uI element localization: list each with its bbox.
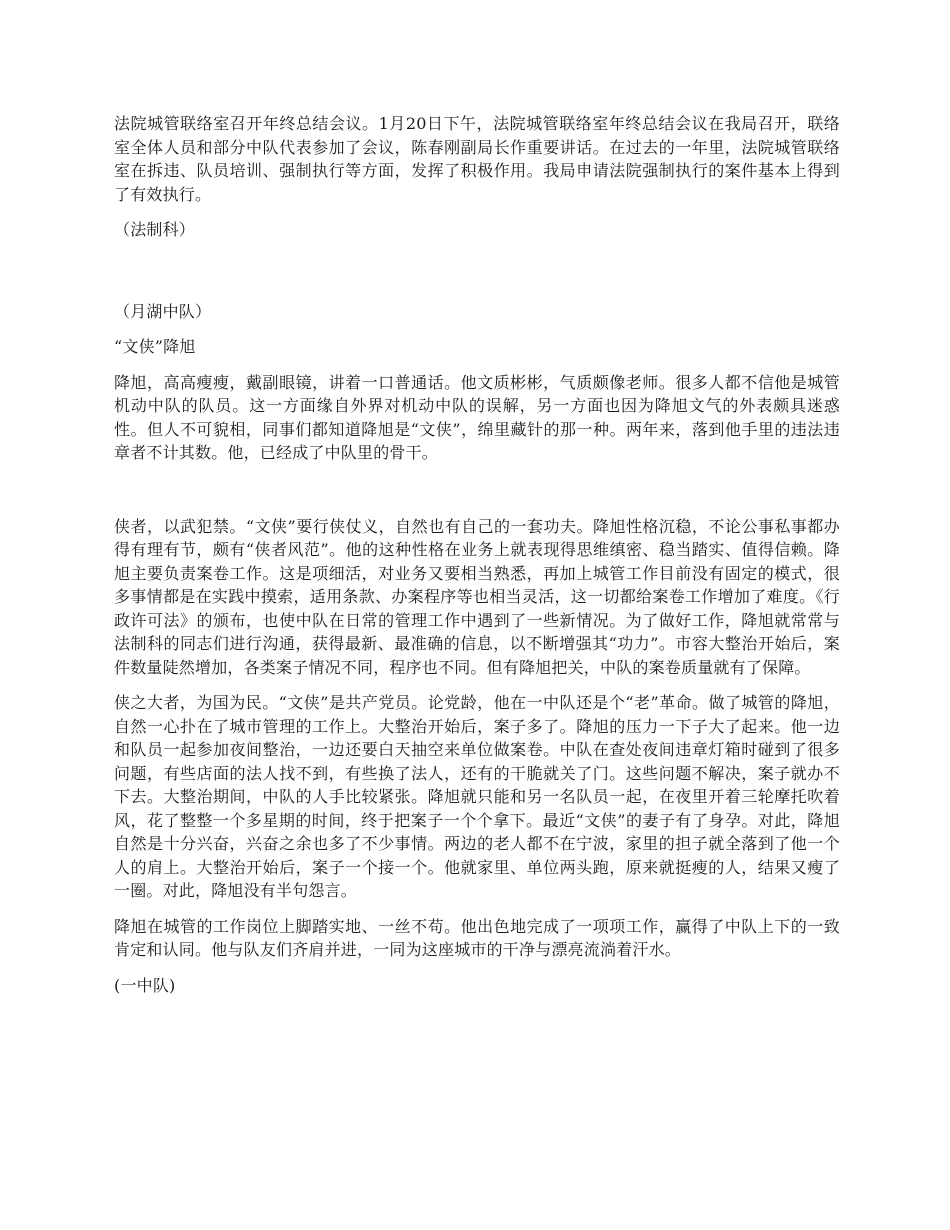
profile-paragraph-4: 降旭在城管的工作岗位上脚踏实地、一丝不苟。他出色地完成了一项项工作，赢得了中队上下的一致肯定和认同。他与队友们齐肩并进，一同为这座城市的干净与漂亮流淌着汗水。 (114, 916, 840, 959)
profile-paragraph-3: 侠之大者，为国为民。“文侠”是共产党员。论党龄，他在一中队还是个“老”革命。做了城管的降旭，自然一心扑在了城市管理的工作上。大整治开始后，案子多了。降旭的压力一下子大了起来。他一边和队员一起参加夜间整治，一边还要白天抽空来单位做案卷。中队在查处夜间违章灯箱时碰到了很多问题，有些店面的法人找不到，有些换了法人，还有的干脆就关了门。这些问题不解决，案子就办不下去。大整治期间，中队的人手比较紧张。降旭就只能和另一名队员一起，在夜里开着三轮摩托吹着风，花了整整一个多星期的时间，终于把案子一个个拿下。最近“文侠”的妻子有了身孕。对此，降旭自然是十分兴奋，兴奋之余也多了不少事情。两边的老人都不在宁波，家里的担子就全落到了他一个人的肩上。大整治开始后，案子一个接一个。他就家里、单位两头跑，原来就挺瘦的人，结果又瘦了一圈。对此，降旭没有半句怨言。 (114, 693, 840, 900)
blank-gap (114, 254, 840, 300)
source-label-yuehu-squad: （月湖中队） (114, 301, 212, 321)
article-title: “文侠”降旭 (114, 337, 196, 356)
blank-gap (114, 477, 840, 515)
meeting-paragraph: 法院城管联络室召开年终总结会议。1月20日下午，法院城管联络室年终总结会议在我局召开，联络室全体人员和部分中队代表参加了会议，陈春刚副局长作重要讲话。在过去的一年里，法院城管联络室在拆违、队员培训、强制执行等方面，发挥了积极作用。我局申请法院强制执行的案件基本上得到了有效执行。 (114, 114, 840, 204)
source-label-first-squad: (一中队) (114, 975, 176, 995)
document-page (114, 112, 840, 1009)
profile-paragraph-1: 降旭，高高瘦瘦，戴副眼镜，讲着一口普通话。他文质彬彬，气质颇像老师。很多人都不信他是城管机动中队的队员。这一方面缘自外界对机动中队的误解，另一方面也因为降旭文气的外表颇具迷惑性。但人不可貌相，同事们都知道降旭是“文侠”，绵里藏针的那一种。两年来，落到他手里的违法违章者不计其数。他，已经成了中队里的骨干。 (114, 372, 840, 462)
source-label-legal-section: （法制科） (114, 220, 196, 239)
profile-paragraph-2: 侠者，以武犯禁。“文侠”要行侠仗义，自然也有自己的一套功夫。降旭性格沉稳，不论公事私事都办得有理有节，颇有“侠者风范”。他的这种性格在业务上就表现得思维缜密、稳当踏实、值得信赖。降旭主要负责案卷工作。这是项细活，对业务又要相当熟悉，再加上城管工作目前没有固定的模式，很多事情都是在实践中摸索，适用条款、办案程序等也相当灵活，这一切都给案卷工作增加了难度。《行政许可法》的颁布，也使中队在日常的管理工作中遇到了一些新情况。为了做好工作，降旭就常常与法制科的同志们进行沟通，获得最新、最准确的信息，以不断增强其“功力”。市容大整治开始后，案件数量陡然增加，各类案子情况不同，程序也不同。但有降旭把关，中队的案卷质量就有了保障。 (114, 516, 840, 677)
